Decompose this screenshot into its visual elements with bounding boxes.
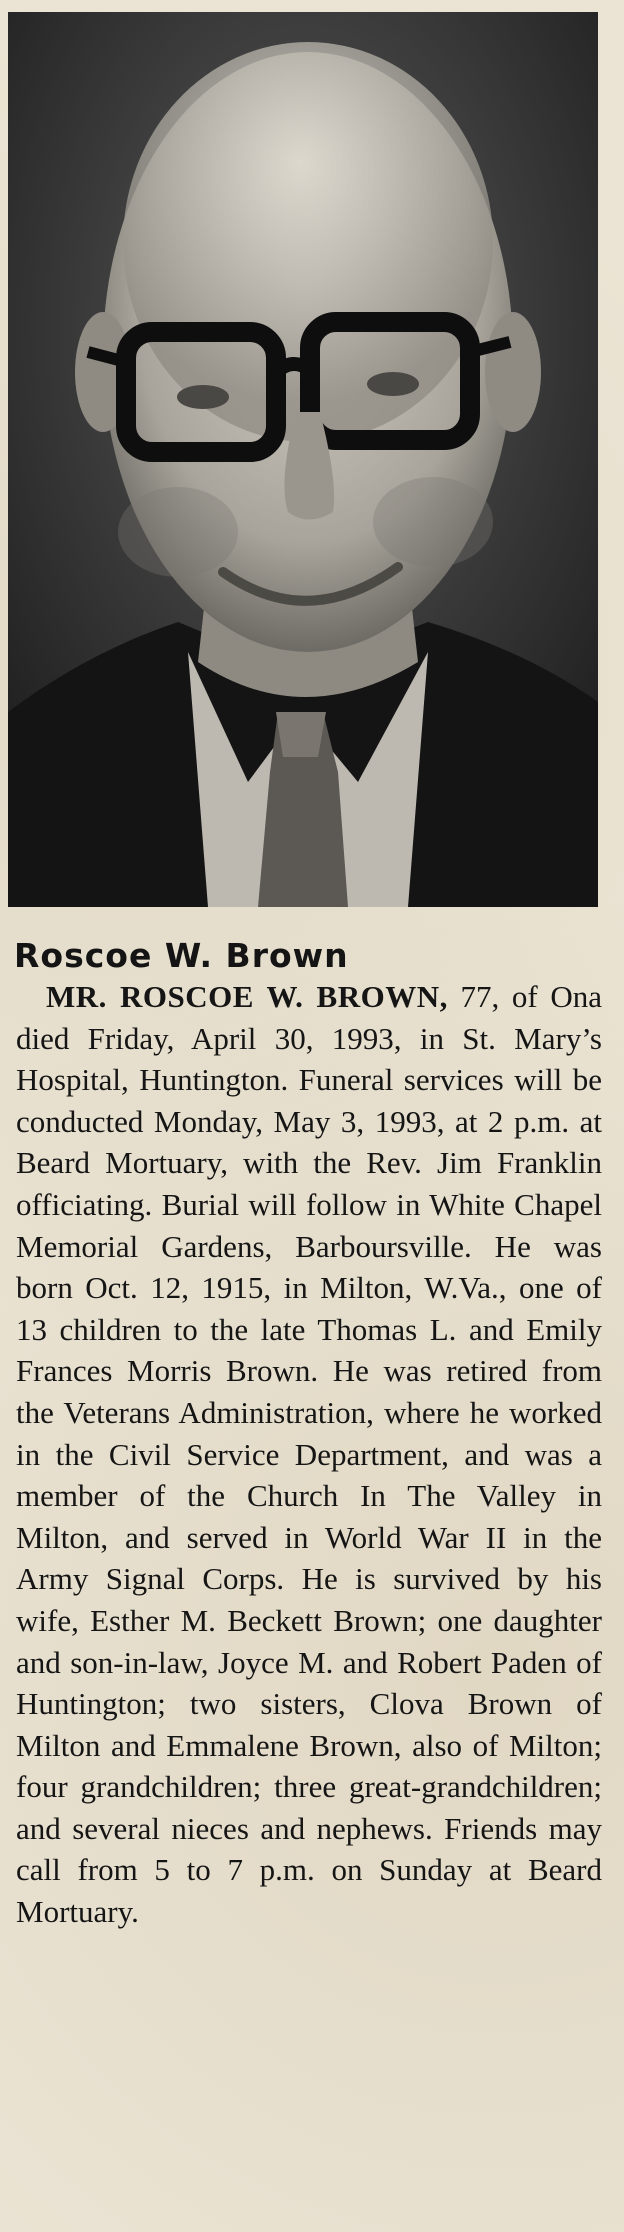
obituary-name-heading: Roscoe W. Brown (14, 936, 349, 975)
obituary-body (16, 976, 602, 2232)
obituary-lead-name: MR. ROSCOE W. BROWN, (46, 979, 448, 1014)
portrait-photo (8, 12, 598, 907)
obituary-body-text: 77, of Ona died Friday, April 30, 1993, in St. Mary’s Hospital, Huntington. Funeral services will be conducted Monday, May 3, 1993, at 2 p.m. at Beard Mortuary, with the Rev. Jim Franklin officiating. Burial will follow in White Chapel Memorial Gardens, Barboursville. He was born Oct. 12, 1915, in Milton, W.Va., one of 13 children to the late Thomas L. and Emily Frances Morris Brown. He was retired from the Veterans Administration, where he worked in the Civil Service Department, and was a member of the Church In The Valley in Milton, and served in World War II in the Army Signal Corps. He is survived by his wife, Esther M. Beckett Brown; one daughter and son-in-law, Joyce M. and Robert Paden of Huntington; two sisters, Clova Brown of Milton and Emmalene Brown, also of Milton; four grandchildren; three great-grandchildren; and several nieces and nephews. Friends may call from 5 to 7 p.m. on Sunday at Beard Mortuary. (16, 979, 602, 1930)
